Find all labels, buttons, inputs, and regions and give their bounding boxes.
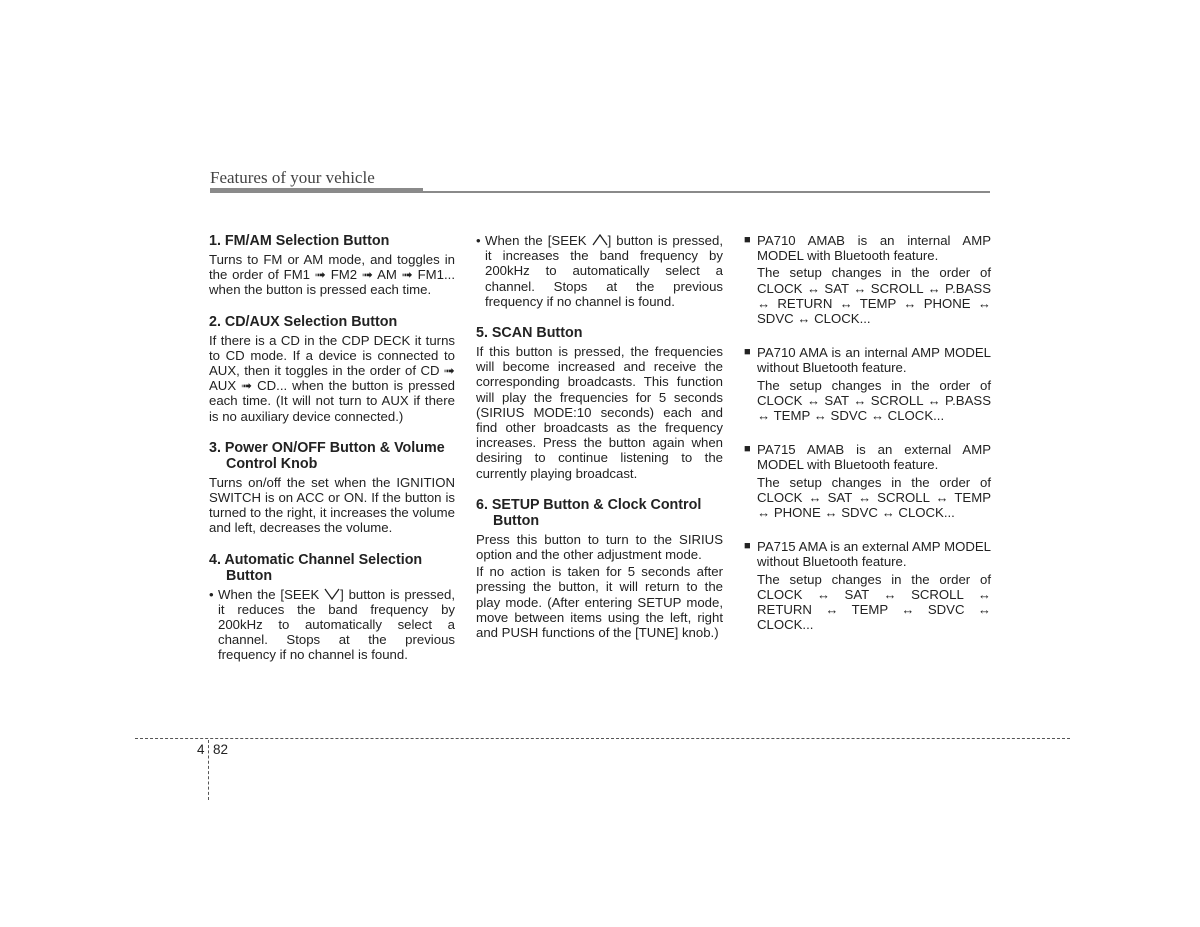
section-heading: 3. Power ON/OFF Button & Volume Control Knob	[209, 439, 445, 472]
footer-vertical-rule	[208, 740, 209, 800]
model-item-pa710-amab	[744, 233, 991, 326]
header-rule-thin	[423, 191, 990, 193]
footer-dashed-rule	[135, 738, 1070, 739]
model-title-row	[744, 345, 991, 375]
section-body-2: If no action is taken for 5 seconds after pressing the button, it will return to the play mode. (After entering SETUP mode, move between items using the left, right and PUSH functions of the [TUNE] knob.)	[476, 564, 723, 641]
section-heading: 4. Automatic Channel Selection Button	[209, 551, 423, 584]
square-bullet-icon: ■	[744, 540, 751, 553]
model-title-row	[744, 233, 991, 263]
section-fm-am	[209, 233, 455, 298]
page-number: 82	[213, 742, 229, 757]
page-header-title: Features of your vehicle	[210, 168, 375, 187]
section-cd-aux	[209, 314, 455, 424]
section-setup-clock	[476, 497, 723, 640]
bullet-text	[218, 587, 455, 663]
model-item-pa715-ama	[744, 539, 991, 632]
model-item-pa715-amab	[744, 442, 991, 520]
column-2	[476, 233, 723, 656]
setup-order: The setup changes in the order of CLOCK ↔ SAT ↔ SCROLL ↔ RETURN ↔ TEMP ↔ SDVC ↔ CLOCK...	[757, 571, 991, 633]
chevron-up-icon	[592, 234, 608, 246]
model-title: PA710 AMAB is an internal AMP MODEL with Bluetooth feature.	[757, 233, 991, 264]
section-body: Turns to FM or AM mode, and toggles in the order of FM1 ➟ FM2 ➟ AM ➟ FM1... when the button is pressed each time.	[209, 252, 455, 298]
model-title: PA715 AMAB is an external AMP MODEL with Bluetooth feature.	[757, 442, 991, 473]
model-title: PA715 AMA is an external AMP MODEL without Bluetooth feature.	[757, 539, 991, 570]
seek-down-bullet	[209, 587, 455, 663]
section-heading: 1. FM/AM Selection Button	[209, 233, 390, 249]
seek-up-bullet	[476, 233, 723, 309]
model-title-row	[744, 442, 991, 472]
bullet-text-end: ] button is pressed, it reduces the band frequency by 200kHz to automatically select a channel. Stops at the previous frequency if no channel is found.	[218, 586, 455, 663]
bullet-text-start: When the [SEEK	[218, 586, 325, 602]
section-auto-channel	[209, 552, 455, 663]
section-body-1: Press this button to turn to the SIRIUS option and the other adjustment mode.	[476, 531, 723, 563]
section-heading: 5. SCAN Button	[476, 325, 583, 342]
header-rule-thick	[210, 188, 423, 193]
setup-order: The setup changes in the order of CLOCK ↔ SAT ↔ SCROLL ↔ P.BASS ↔ RETURN ↔ TEMP ↔ PHONE ↔ SDVC ↔ CLOCK...	[757, 265, 991, 327]
model-item-pa710-ama	[744, 345, 991, 423]
model-title: PA710 AMA is an internal AMP MODEL without Bluetooth feature.	[757, 345, 991, 376]
column-3	[744, 233, 991, 651]
column-1	[209, 233, 455, 679]
chapter-number: 4	[197, 742, 205, 757]
square-bullet-icon: ■	[744, 443, 751, 456]
section-power-volume	[209, 440, 455, 536]
bullet-text	[485, 233, 723, 309]
section-heading: 6. SETUP Button & Clock Control Button	[476, 496, 702, 529]
section-body: If there is a CD in the CDP DECK it turns to CD mode. If a device is connected to AUX, then it toggles in the order of CD ➟ AUX ➟ CD... when the button is pressed each time. (It will not turn to AUX if there is no auxiliary device connected.)	[209, 332, 455, 424]
setup-order: The setup changes in the order of CLOCK ↔ SAT ↔ SCROLL ↔ TEMP ↔ PHONE ↔ SDVC ↔ CLOCK...	[757, 474, 991, 521]
section-scan	[476, 325, 723, 481]
bullet-text-start: When the [SEEK	[485, 233, 592, 248]
section-body: If this button is pressed, the frequencies will become increased and receive the corresponding broadcasts. This function will play the frequencies for 5 seconds (SIRIUS MODE:10 seconds) each and find other broadcasts as the frequency increases. Press the button again when desiring to continue listening to the currently playing broadcast.	[476, 344, 723, 481]
bullet-mark: •	[209, 586, 214, 602]
section-body: Turns on/off the set when the IGNITION SWITCH is on ACC or ON. If the button is turned to the right, it increases the volume and left, decreases the volume.	[209, 474, 455, 536]
square-bullet-icon: ■	[744, 346, 751, 359]
section-seek-up	[476, 233, 723, 309]
bullet-mark: •	[476, 233, 481, 248]
chevron-down-icon	[324, 588, 340, 600]
section-heading: 2. CD/AUX Selection Button	[209, 313, 398, 330]
bullet-text-end: ] button is pressed, it increases the band frequency by 200kHz to automatically select a channel. Stops at the previous frequency if no channel is found.	[485, 233, 723, 309]
setup-order: The setup changes in the order of CLOCK ↔ SAT ↔ SCROLL ↔ P.BASS ↔ TEMP ↔ SDVC ↔ CLOCK...	[757, 377, 991, 424]
square-bullet-icon: ■	[744, 234, 751, 246]
model-title-row	[744, 539, 991, 569]
